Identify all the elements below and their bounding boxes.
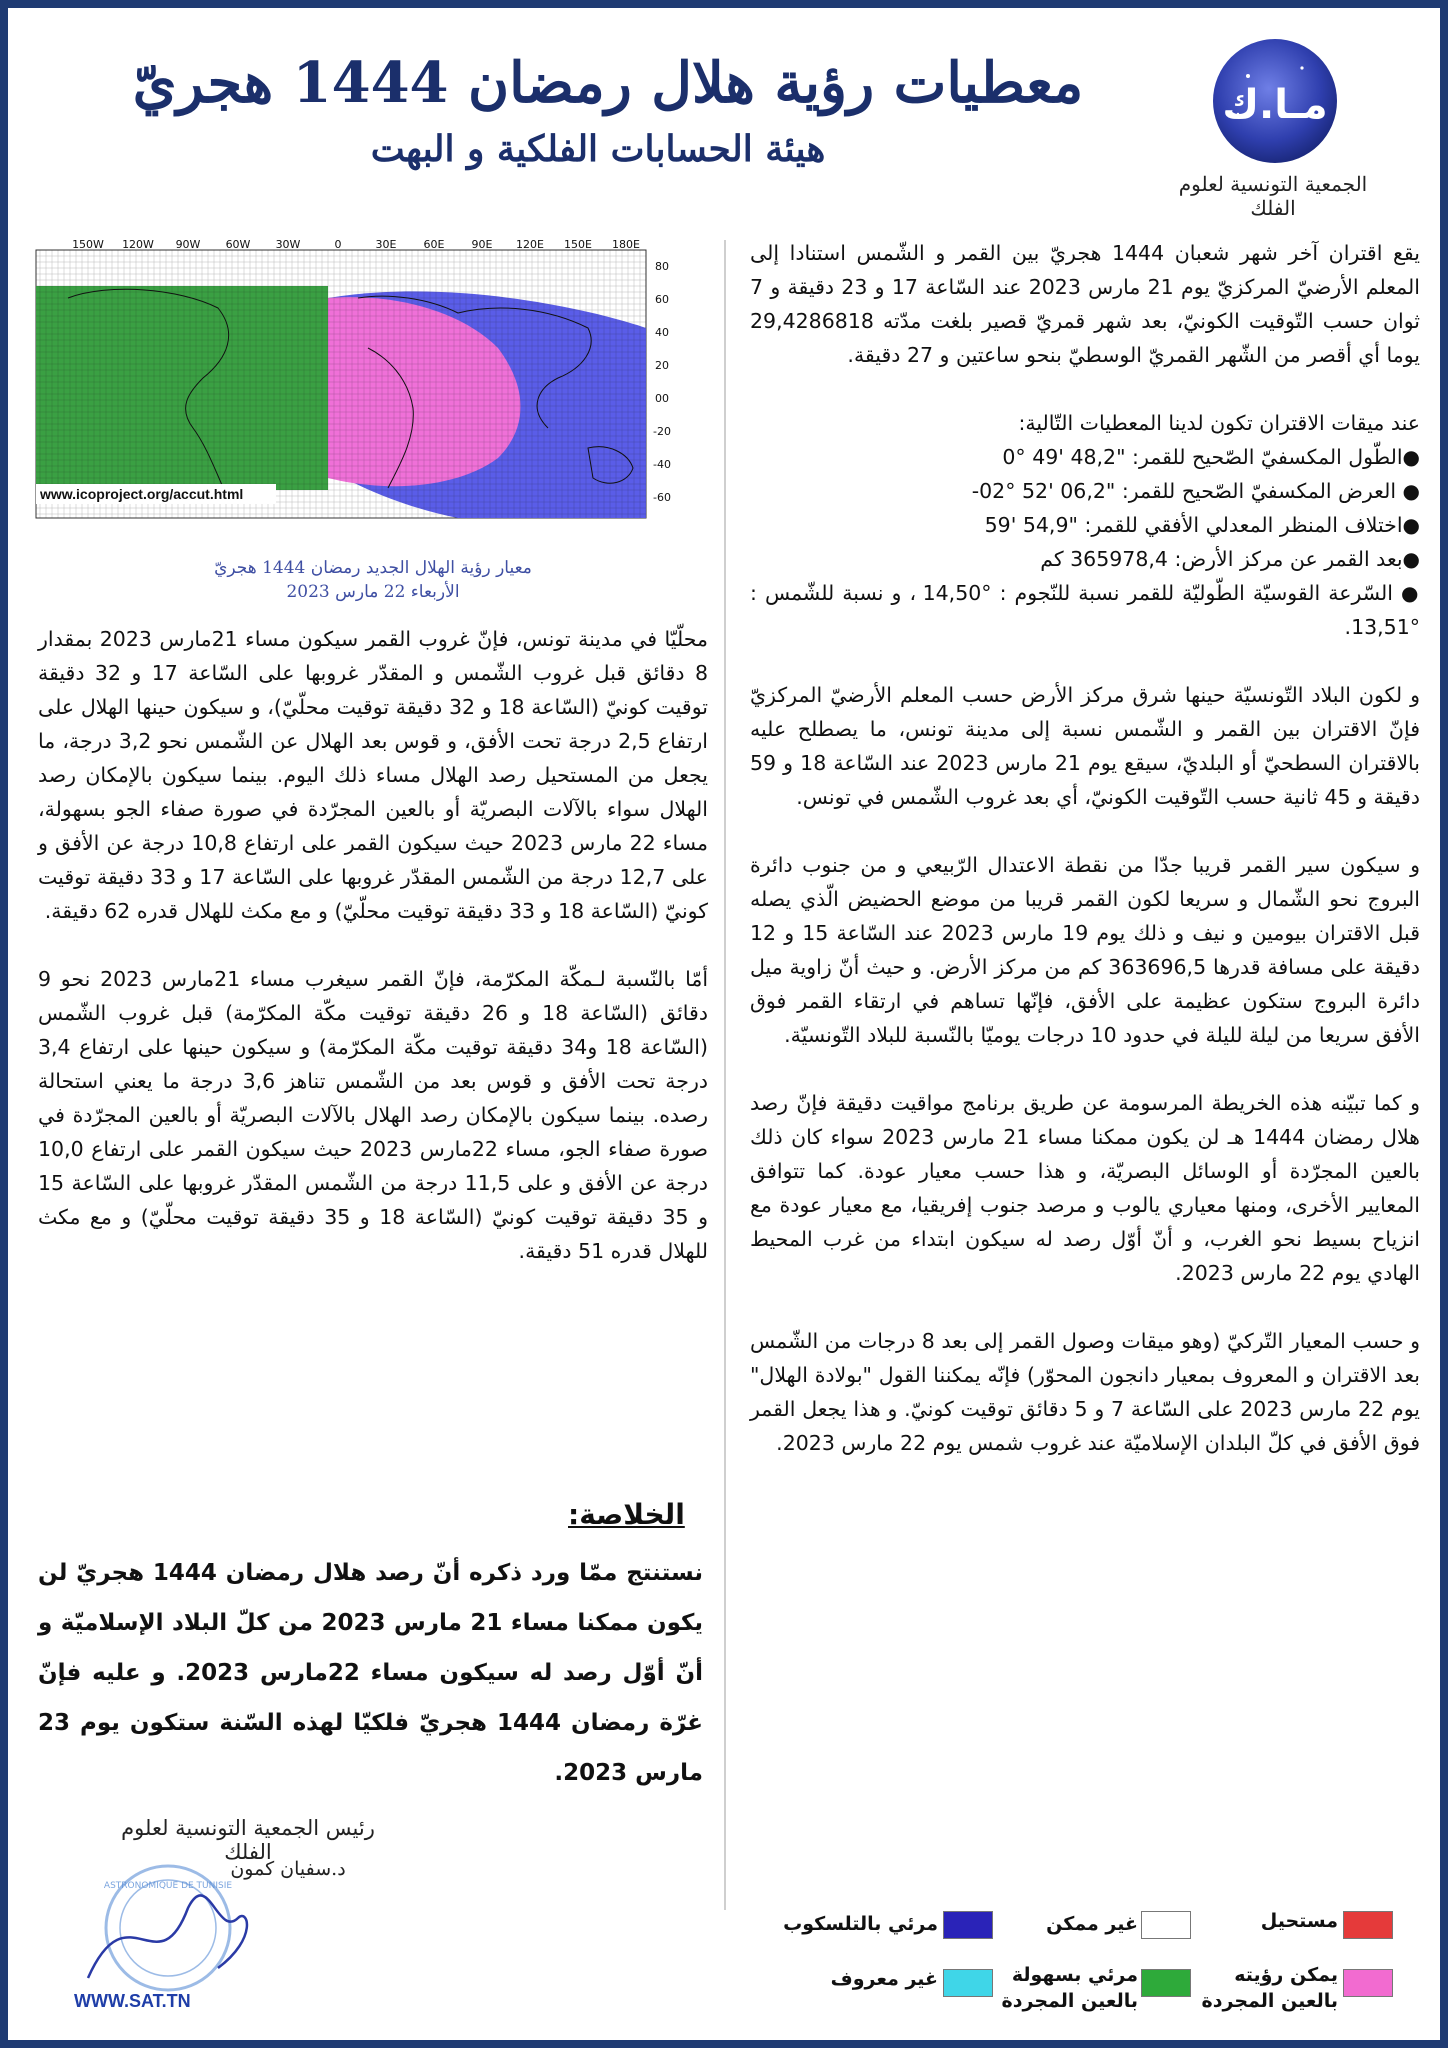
bullet-icon: ● — [1402, 479, 1420, 503]
visibility-map — [28, 238, 693, 538]
conjunction-paragraph: يقع اقتران آخر شهر شعبان 1444 هجريّ بين القمر و الشّمس استنادا إلى المعلم الأرضيّ المركزيّ يوم 21 مارس 2023 عند السّاعة 17 و 23 دقيقة و 7 ثوان حسب التّوقيت الكونيّ، بعد شهر قمريّ قصير بلغت مدّته 29,4286818 يوما أي أقصر من الشّهر القمريّ الوسطيّ بنحو ساعتين و 27 دقيقة. — [750, 241, 1420, 367]
list-item: ● السّرعة القوسيّة الطّوليّة للقمر نسبة للنّجوم : °14,50 ، و نسبة للشّمس :°13,51. — [750, 581, 1421, 639]
list-item: ●الطّول المكسفيّ الصّحيح للقمر: "48,2 '49 °0 — [1002, 445, 1420, 469]
lat-label: -20 — [653, 425, 671, 438]
org-name: الجمعية التونسية لعلوم الفلك — [1178, 172, 1368, 220]
legend-swatch-easily-visible — [1141, 1969, 1191, 1997]
column-divider — [724, 240, 726, 1910]
bullet-icon: ● — [1402, 445, 1420, 469]
stamp-text: ASTRONOMIQUE DE TUNISIE — [103, 1881, 233, 1891]
lon-label: 0 — [334, 238, 342, 251]
lon-label: 60W — [225, 238, 251, 251]
signature-name: د.سفيان كمون — [230, 1858, 346, 1880]
page-title: معطيات رؤية هلال رمضان 1444 هجريّ — [132, 50, 1084, 116]
legend-label-unknown: غير معروف — [830, 1968, 938, 1990]
logo-text: مـا.ك — [1222, 82, 1328, 128]
page — [8, 8, 1440, 2040]
bullet-icon: ● — [1402, 513, 1420, 537]
page-subtitle: هيئة الحسابات الفلكية و البهت — [370, 128, 826, 170]
lon-label: 30W — [275, 238, 301, 251]
bullet-icon: ● — [1401, 581, 1421, 605]
lon-label: 180E — [612, 238, 640, 251]
signature-title: رئيس الجمعية التونسية لعلوم الفلك — [121, 1816, 375, 1864]
map-caption — [178, 556, 568, 604]
lat-label: 20 — [655, 359, 669, 372]
conclusion-text: نستنتج ممّا ورد ذكره أنّ رصد هلال رمضان 1444 هجريّ لن يكون ممكنا مساء 21 مارس 2023 من كلّ البلاد الإسلاميّة و أنّ أوّل رصد له سيكون مساء 22مارس 2023. و عليه فإنّ غرّة رمضان 1444 هجريّ فلكيّا لهذه السّنة ستكون يوم 23 مارس 2023. — [38, 1560, 704, 1786]
lon-label: 90E — [471, 238, 493, 251]
legend-swatch-unknown — [943, 1969, 993, 1997]
map-caption-line2: الأربعاء 22 مارس 2023 — [286, 582, 460, 602]
conjunction-data-intro: عند ميقات الاقتران تكون لدينا المعطيات التّالية: — [1018, 411, 1420, 435]
lat-label: -60 — [653, 491, 671, 504]
legend-swatch-impossible — [1343, 1911, 1393, 1939]
lon-label: 60E — [423, 238, 445, 251]
legend-swatch-not-possible — [1141, 1911, 1191, 1939]
lat-label: -40 — [653, 458, 671, 471]
society-logo — [1210, 36, 1340, 166]
lon-label: 150W — [72, 238, 104, 251]
lat-label: 60 — [655, 293, 669, 306]
legend-label-impossible: مستحيل — [1260, 1910, 1338, 1932]
lon-label: 30E — [375, 238, 397, 251]
lat-label: 00 — [655, 392, 669, 405]
tunis-paragraph: محلّيّا في مدينة تونس، فإنّ غروب القمر سيكون مساء 21مارس 2023 بمقدار 8 دقائق قبل غروب الشّمس و المقدّر غروبها على السّاعة 17 و 32 دقيقة توقيت كونيّ (السّاعة 18 و 32 دقيقة توقيت محلّيّ)، و سيكون حينها الهلال على ارتفاع 2,5 درجة تحت الأفق، و قوس بعد الهلال عن الشّمس نحو 3,2 درجة، ما يجعل من المستحيل رصد الهلال مساء ذلك اليوم. بينما سيكون بالإمكان رصد الهلال سواء بالآلات البصريّة أو بالعين المجرّدة في صورة صفاء الجو بسهولة، مساء 22 مارس 2023 حيث سيكون القمر على ارتفاع 10,8 درجة عن الأفق و على 12,7 درجة من الشّمس المقدّر غروبها على السّاعة 17 و 33 دقيقة توقيت كونيّ (السّاعة 18 و 33 دقيقة توقيت محلّيّ) و مع مكث للهلال قدره 62 دقيقة. — [38, 627, 709, 923]
conclusion-heading: الخلاصة: — [568, 1498, 685, 1531]
left-column — [38, 622, 708, 1302]
lon-label: 150E — [564, 238, 592, 251]
signature-scribble — [88, 1895, 247, 1978]
map-explanation-paragraph: و كما تبيّنه هذه الخريطة المرسومة عن طريق برنامج مواقيت دقيقة فإنّ رصد هلال رمضان 1444 هـ لن يكون ممكنا مساء 21 مارس 2023 سواء كان ذلك بالعين المجرّدة أو الوسائل البصريّة، و هذا حسب معيار عودة. كما تتوافق المعايير الأخرى، ومنها معياري يالوب و مرصد جنوب إفريقيا، مع معيار عودة مع انزياح بسيط نحو الغرب، و أنّ أوّل رصد له سيكون ابتداء من غرب المحيط الهادي يوم 22 مارس 2023. — [750, 1091, 1420, 1285]
lon-label: 90W — [175, 238, 201, 251]
list-item: ●اختلاف المنظر المعدلي الأفقي للقمر: "54,9 '59 — [984, 513, 1420, 537]
conjunction-data-list — [750, 440, 1420, 644]
local-conjunction-paragraph: و لكون البلاد التّونسيّة حينها شرق مركز الأرض حسب المعلم الأرضيّ المركزيّ فإنّ الاقتران بين القمر و الشّمس نسبة إلى مدينة تونس، ما يصطلح عليه بالاقتران السطحيّ أو البلديّ، سيقع يوم 21 مارس 2023 عند السّاعة 18 و 59 دقيقة و 45 ثانية حسب التّوقيت الكونيّ، أي بعد غروب الشّمس في تونس. — [750, 683, 1421, 809]
mecca-paragraph: أمّا بالنّسبة لـمكّة المكرّمة، فإنّ القمر سيغرب مساء 21مارس 2023 نحو 9 دقائق (السّاعة 18 و 26 دقيقة توقيت مكّة المكرّمة) قبل غروب الشّمس (السّاعة 18 و34 دقيقة توقيت مكّة المكرّمة) و سيكون حينها على ارتفاع 3,4 درجة تحت الأفق و قوس بعد من الشّمس تناهز 3,6 درجة ما يعني استحالة رصده. بينما سيكون بالإمكان رصد الهلال بالآلات البصريّة أو بالعين المجرّدة في صورة صفاء الجو، مساء 22مارس 2023 حيث سيكون القمر على ارتفاع 10,0 درجة عن الأفق و على 11,5 درجة من الشّمس المقدّر غروبها على السّاعة 15 و 35 دقيقة توقيت كونيّ (السّاعة 18 و 35 دقيقة توقيت محلّيّ) و مع مكث للهلال قدره 51 دقيقة. — [38, 967, 709, 1263]
legend-swatch-naked-eye — [1343, 1969, 1393, 1997]
bullet-icon: ● — [1402, 547, 1420, 571]
list-item: ●بعد القمر عن مركز الأرض: 365978,4 كم — [1040, 547, 1420, 571]
lat-label: 80 — [655, 260, 669, 273]
lon-label: 120W — [122, 238, 154, 251]
turkish-criterion-paragraph: و حسب المعيار التّركيّ (وهو ميقات وصول القمر إلى بعد 8 درجات من الشّمس بعد الاقتران و المعروف بمعيار دانجون المحوّر) فإنّه يمكننا القول "بولادة الهلال" يوم 22 مارس 2023 على السّاعة 7 و 5 دقائق توقيت كونيّ. و هذا يجعل القمر فوق الأفق في كلّ البلدان الإسلاميّة عند غروب شمس يوم 22 مارس 2023. — [750, 1329, 1420, 1455]
legend-swatch-telescope — [943, 1911, 993, 1939]
legend-label-naked-eye: يمكن رؤيته بالعين المجردة — [1201, 1964, 1338, 2012]
website-link[interactable]: WWW.SAT.TN — [74, 1991, 191, 2011]
map-caption-line1: معيار رؤية الهلال الجديد رمضان 1444 هجريّ — [214, 558, 532, 578]
legend-label-easily-visible: مرئي بسهولة بالعين المجردة — [1001, 1964, 1138, 2012]
list-item: ● العرض المكسفيّ الصّحيح للقمر: "06,2 '52 °02- — [971, 479, 1420, 503]
moon-path-paragraph: و سيكون سير القمر قريبا جدّا من نقطة الاعتدال الرّبيعي و من جنوب دائرة البروج نحو الشّمال و سريعا لكون القمر قريبا من موضع الحضيض الّذي يصله قبل الاقتران بيومين و نيف و ذلك يوم 19 مارس 2023 عند السّاعة 15 و 12 دقيقة على مسافة قدرها 363696,5 كم من مركز الأرض. و حيث أنّ زاوية ميل دائرة البروج ستكون عظيمة على الأفق، فإنّها تساهم في ارتقاء القمر فوق الأفق سريعا من ليلة لليلة في حدود 10 درجات يوميّا بالنّسبة للبلاد التّونسيّة. — [750, 853, 1421, 1047]
legend-label-not-possible: غير ممكن — [1046, 1913, 1138, 1935]
legend-label-telescope: مرئي بالتلسكوب — [783, 1913, 938, 1935]
lon-label: 120E — [516, 238, 544, 251]
right-column — [750, 236, 1420, 1494]
lat-label: 40 — [655, 326, 669, 339]
map-source-url: www.icoproject.org/accut.html — [40, 486, 244, 502]
official-stamp — [68, 1848, 268, 2008]
